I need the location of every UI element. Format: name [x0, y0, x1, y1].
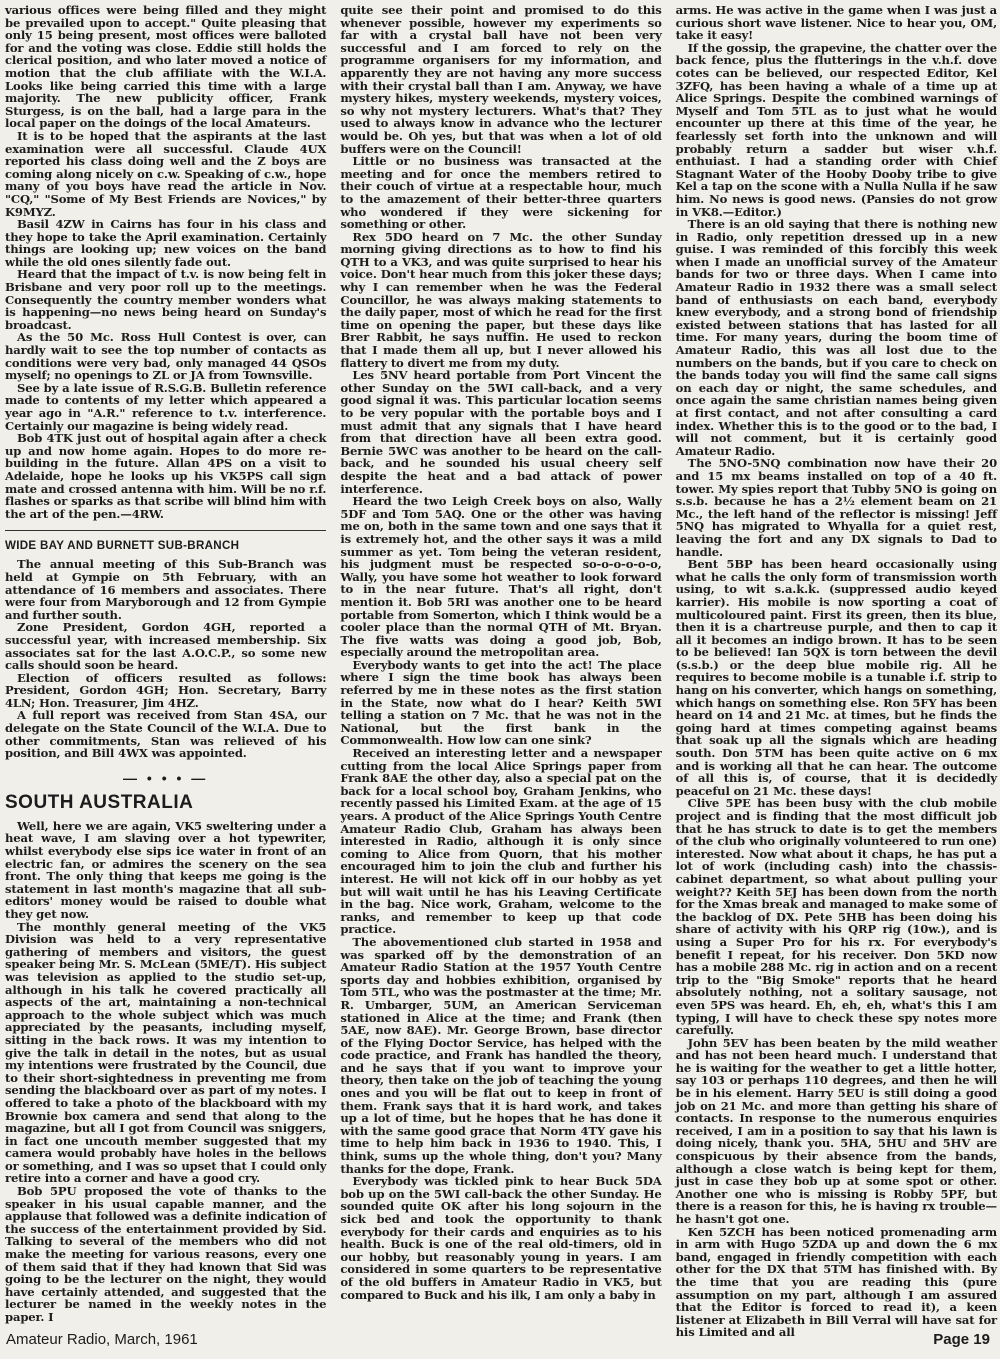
paragraph: Bent 5BP has been heard occasionally using what he calls the only form of transmission worth using, to wit s.a.k.k. (suppressed audio keyed karrier). His mobile is now sporting a coat of multicoloured paint. First its green, then its blue, then it is a chartreuse purple, and then to cap it all it becomes an indigo brown. It has to be seen to be believed! Ian 5QX is torn between the devil (s.s.b.) or the deep blue mobile rig. All he requires to become mobile is a tunable i.f. strip to hang on his converter, which hangs on something, which hangs on something else. Ron 5FY has been heard on 14 and 21 Mc. at times, but he finds the going hard at times competing against beams that soak up all the signals which are heading south. Don 5TM has been quite active on 6 mx and is working all that he can hear. The outcome of all this is, of course, that it is decidedly peaceful on 21 Mc. these days!: [675, 557, 997, 798]
paragraph: Rex 5DO heard on 7 Mc. the other Sunday morning giving directions as to how to find his QTH to a VK3, and was quite surprised to hear his voice. Don't hear much from this joker these days; why I can remember when he was the Federal Councillor, he was always making statements to the daily paper, most of which he read for the first time on opening the paper, but these days like Brer Rabbit, he says nuffin. He used to reckon that I made them all up, but I never allowed his flattery to divert me from my duty.: [340, 229, 662, 370]
paragraph: Basil 4ZW in Cairns has four in his class and they hope to take the April examination. Certainly things are looking up; new voices on the band while the old ones silently fade out.: [5, 217, 327, 269]
paragraph: Heard that the impact of t.v. is now being felt in Brisbane and very poor roll up to the meetings. Consequently the country member wonders what is happening—no news being heard on Sunday's broadcast.: [5, 267, 327, 332]
paragraph: Everybody wants to get into the act! The place where I sign the time book has always been referred by me in these notes as the first station in the State, now what do I hear? Keith 5WI telling a station on 7 Mc. that he was not in the National, but the first bank in the Commonwealth. How low can one sink?: [340, 657, 662, 748]
paragraph: The monthly general meeting of the VK5 Division was held to a very representative gathering of members and visitors, the guest speaker being Mr. S. McLean (5ME/T). His subject was television as applied to the studio set-up, although in his talk he covered practically all aspects of the art, maintaining a non-technical approach to the whole subject which was much appreciated by the peasants, including myself, sitting in the back rows. It was my intention to give the talk in detail in the notes, but as usual my intentions were frustrated by the Council, due to their short-sightedness in preventing me from sending the blackboard over as part of my notes. I offered to take a photo of the blackboard with my Brownie box camera and send that along to the magazine, but all I got from Council was sniggers, in fact one uncouth member suggested that my camera would probably have holes in the bellows or something, and I was so upset that I could only retire into a corner and have a good cry.: [5, 919, 327, 1186]
paragraph: Heard the two Leigh Creek boys on also, Wally 5DF and Tom 5AQ. One or the other was having me on, both in the same town and one says that it is extremely hot, and the other says it was a mild summer as yet. Tom being the veteran resident, his judgment must be respected so-o-o-o-o-o, Wally, you have some hot weather to look forward to in the near future. That's all right, don't mention it. Bob 5RI was another one to be heard portable from Somerton, which I think would be a cooler place than the normal QTH of Mt. Bryan. The five watts was doing a good job, Bob, especially around the metropolitan area.: [340, 494, 662, 660]
column-1: [5, 3, 327, 1324]
paragraph: Clive 5PE has been busy with the club mobile project and is finding that the most difficult job that he has struck to date is to get the members of the club who originally volunteered to run one) interested. Now what about it chaps, he has put a lot of work (including cash) into the chassis-cabinet department, so what about pulling your weight?? Keith 5EJ has been down from the north for the Xmas break and managed to make some of the backlog of DX. Pete 5HB has been doing his share of activity with his QRP rig (10w.), and is using a Super Pro for his rx. For everybody's benefit I repeat, for his receiver. Don 5KD now has a mobile 288 Mc. rig in action and on a recent trip to the "Big Smoke" reports that he heard absolutely nothing, not a solitary sausage, not even 5PS was heard. Eh, eh, eh, what's this I am typing, I will have to check these spy notes more carefully.: [675, 796, 997, 1038]
page-number: Page 19: [933, 1330, 990, 1348]
column-2: [340, 4, 661, 1320]
paragraph: The abovementioned club started in 1958 and was sparked off by the demonstration of an Amateur Radio Station at the 1957 Youth Centre sports day and hobbies exhibition, organised by Tom 5TL, who was the postmaster at the time; Mr. R. Umbarger, 5UM, an American Serviceman stationed in Alice at the time; and Frank (then 5AE, now 8AE). Mr. George Brown, base director of the Flying Doctor Service, has helped with the code practice, and Frank has handled the theory, and he says that if you want to improve your theory, then take on the job of teaching the young ones and you will be flat out to keep in front of them. Frank says that it is hard work, and takes up a lot of time, but he hopes that he has done it with the same good grace that Norm 4TY gave his time to help him back in 1936 to 1940. This, I think, sums up the whole thing, don't you? Many thanks for the dope, Frank.: [340, 934, 662, 1176]
paragraph: quite see their point and promised to do this whenever possible, however my experiments so far with a crystal ball have not been very successful and I am forced to rely on the programme organisers for my information, and apparently they are not having any more success with their crystal ball than I am. Anyway, we have mystery hikes, mystery weekends, mystery voices, so why not mystery lecturers. What's that? They used to always know in advance who the lecturer would be. Oh yes, but that was when a lot of old buffers were on the Council!: [340, 3, 662, 156]
page-footer: [6, 1327, 990, 1351]
paragraph: The 5NO-5NQ combination now have their 20 and 15 mx beams installed on top of a 40 ft. tower. My spies report that Tubby 5NO is going on s.s.b. because he has a 2½ element beam on 21 Mc., the left hand of the reflector is missing! Jeff 5NQ has migrated to Whyalla for a quiet rest, leaving the fort and any DX signals to Dad to handle.: [675, 456, 997, 559]
paragraph: As the 50 Mc. Ross Hull Contest is over, can hardly wait to see the top number of contacts as conditions were very bad, only managed 44 QSOs myself; no openings to ZL or JA from Townsville.: [5, 330, 327, 383]
paragraph: Les 5NV heard portable from Port Vincent the other Sunday on the 5WI call-back, and a very good signal it was. This particular location seems to be very popular with the portable boys and I must admit that any signals that I have heard from that direction have all been extra good. Bernie 5WC was another to be heard on the call-back, and he sounded his usual cheery self despite the heat and a bad attack of power interference.: [340, 368, 662, 496]
paragraph: The annual meeting of this Sub-Branch was held at Gympie on 5th February, with an attendance of 16 members and associates. There were four from Maryborough and 12 from Gympie and further south.: [5, 557, 327, 622]
section-divider: — • • • —: [123, 769, 209, 786]
paragraph: Everybody was tickled pink to hear Buck 5DA bob up on the 5WI call-back the other Sunday. He sounded quite OK after his long sojourn in the sick bed and took the opportunity to thank everybody for their cards and enquiries as to his health. Buck is one of the real old-timers, old in our hobby, but reasonably young in years. I am considered in some quarters to be representative of the old buffers in Amateur Radio in VK5, but compared to Buck and his ilk, I am only a baby in: [340, 1174, 662, 1302]
paragraph: Little or no business was transacted at the meeting and for once the members retired to their couch of virtue at a respectable hour, much to the amazement of their better-three quarters who wondered if they were sickening for something or other.: [340, 154, 662, 232]
paragraph: If the gossip, the grapevine, the chatter over the back fence, plus the flutterings in the v.h.f. dove cotes can be believed, our respected Editor, Kel 3ZFQ, has been having a whale of a time up at Alice Springs. Despite the combined warnings of Myself and Tom 5TL as to just what he would encounter up there at this time of the year, he fearlessly set forth into the unknown and will probably return a sadder but wiser v.h.f. enthuiast. I had a standing order with Chief Stagnant Water of the Hooby Dooby tribe to give Kel a tap on the scone with a Nulla Nulla if he saw him. No news is good news. (Pansies do not grow in VK8.—Editor.): [675, 40, 997, 219]
paragraph: See by a late issue of R.S.G.B. Bulletin reference made to contents of my letter which appeared a year ago in "A.R." reference to t.v. interference. Certainly our magazine is being widely read.: [5, 380, 327, 433]
paragraph: Well, here we are again, VK5 sweltering under a heat wave, I am slaving over a hot typewriter, whilst everybody else sips ice water in front of an electric fan, or admires the scenery on the sea front. The only thing that keeps me going is the statement in last month's magazine that all sub-editors' money would be raised to double what they get now.: [5, 818, 327, 921]
paragraph: arms. He was active in the game when I was just a curious short wave listener. Nice to hear you, OM, take it easy!: [675, 3, 997, 43]
paragraph: various offices were being filled and they might be prevailed upon to accept." Quite pleasing that only 15 being present, most offices were balloted for and the voting was close. Eddie still holds the clerical position, and who later moved a notice of motion that the club affiliate with the W.I.A. Looks like being carried this time with a large majority. The new publicity officer, Frank Sturgess, is on the ball, had a large para in the local paper on the doings of the local Amateurs.: [5, 3, 327, 131]
paragraph: John 5EV has been beaten by the mild weather and has not been heard much. I understand that he is waiting for the weather to get a little hotter, say 103 or perhaps 110 degrees, and then he will be in his element. Harry 5EU is still doing a good job on 21 Mc. and more than getting his share of contacts. In response to the numerous enquiries received, I am in a position to say that his lawn is doing nicely, thank you. 5HA, 5HU and 5HV are conspicuous by their absence from the bands, although a close watch is being kept for them, just in case they bob up at some spot or other. Another one who is missing is Robby 5PF, but there is a reason for this, he is having rx trouble—he hasn't got one.: [675, 1035, 997, 1226]
paragraph: Ken 5ZCH has been noticed promenading arm in arm with Hugo 5ZDA up and down the 6 mx band, engaged in friendly competition with each other for the DX that 5TM has finished with. By the time that you are reading this (pure assumption on my part, although I am assured that the Editor is forced to read it), a keen listener at Elizabeth in Bill Verral will have sat for his Limited and all: [675, 1224, 997, 1340]
paragraph: A full report was received from Stan 4SA, our delegate on the State Council of the W.I.A. Due to other commitments, Stan was relieved of his position, and Bill 4WX was appointed.: [5, 708, 327, 761]
paragraph: Bob 5PU proposed the vote of thanks to the speaker in his usual capable manner, and the applause that followed was a definite indication of the success of the entertainment provided by Sid. Talking to several of the members who did not make the meeting for various reasons, every one of them said that if they had known that Sid was going to be the lecturer on the night, they would have certainly attended, and suggested that the lecturer be named in the weekly notes in the paper. I: [5, 1184, 327, 1324]
paragraph: It is to be hoped that the aspirants at the last examination were all successful. Claude 4UX reported his class doing well and the Z boys are coming along nicely on c.w. Speaking of c.w., hope many of you boys have read the article in Nov. "CQ," "Some of My Best Friends are Novices," by K9MYZ.: [5, 128, 327, 219]
paragraph: Bob 4TK just out of hospital again after a check up and now home again. Hopes to do more re-building in the future. Allan 4PS on a visit to Adelaide, hope he looks up his VK5PS call sign mate and crossed antenna with him. Will be no r.f. flashes or sparks as that scribe will blind him with the art of the pen.—4RW.: [5, 431, 327, 521]
sub-branch-heading: WIDE BAY AND BURNETT SUB-BRANCH: [5, 530, 326, 552]
paragraph: Zone President, Gordon 4GH, reported a successful year, with increased membership. Six associates sat for the last A.O.C.P., so some new calls should soon be heard.: [5, 620, 327, 673]
publication-info: Amateur Radio, March, 1961: [6, 1330, 198, 1348]
paragraph: Election of officers resulted as follows: President, Gordon 4GH; Hon. Secretary, Barry 4LN; Hon. Treasurer, Jim 4HZ.: [5, 670, 327, 710]
paragraph: There is an old saying that there is nothing new in Radio, only repetition dressed up in a new guise. I was reminded of this forcibly this week when I made an unofficial survey of the Amateur bands for two or three days. When I came into Amateur Radio in 1932 there was a small select band of enthusiasts on each band, everybody knew everybody, and a strong bond of friendship existed between stations that has lasted for all time. For many years, during the boom time of Amateur Radio, this was all lost due to the numbers on the bands, but if you care to check on the bands today you will find the same call signs on each day or night, the same schedules, and once again the same christian names being given at first contact, and not after consulting a card index. Whether this is to the good or to the bad, I will not comment, but it is certainly good Amateur Radio.: [675, 217, 997, 458]
section-title: SOUTH AUSTRALIA: [5, 791, 194, 813]
paragraph: Received an interesting letter and a newspaper cutting from the local Alice Springs paper from Frank 8AE the other day, also a special pat on the back for a local school boy, Graham Jenkins, who recently passed his Limited Exam. at the age of 15 years. A product of the Alice Springs Youth Centre Amateur Radio Club, Graham has always been interested in Radio, although it is only since coming to Alice from Quorn, that his mother encouraged him to join the club and further his interest. He will not kick off in our hobby as yet but will wait until he has his Leaving Certificate in the bag. Nice work, Graham, welcome to the ranks, and remember to keep up that code practice.: [340, 746, 662, 937]
